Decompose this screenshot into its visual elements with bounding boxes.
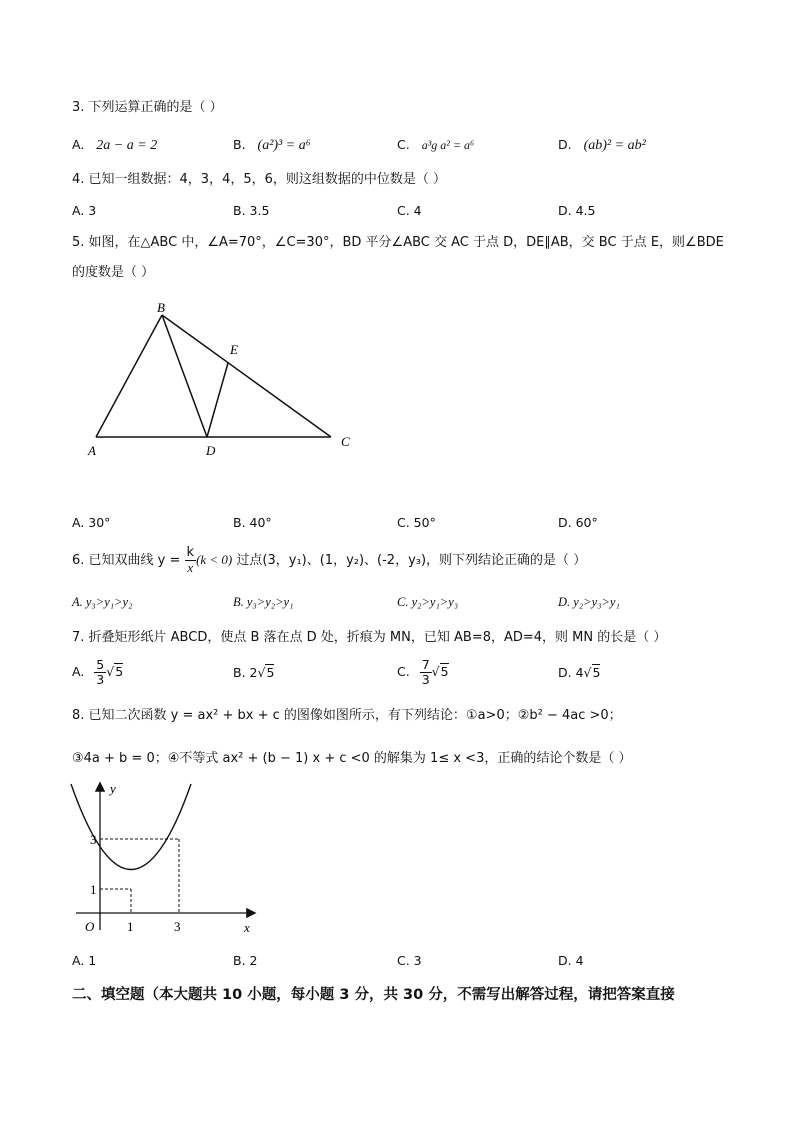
q4-stem: 4. 已知一组数据：4，3，4，5，6，则这组数据的中位数是（ ） (72, 172, 447, 187)
q8-option-a[interactable]: A. 1 (72, 953, 97, 968)
tick-y-1: 1 (90, 882, 97, 897)
segment-de (207, 363, 228, 437)
q5-option-a[interactable]: A. 30° (72, 515, 111, 530)
parabola-graph (66, 780, 266, 940)
q5-stem-line1: 5. 如图，在△ABC 中，∠A=70°，∠C=30°，BD 平分∠ABC 交 AC 于点 D，DE∥AB，交 BC 于点 E，则∠BDE (72, 235, 724, 250)
triangle-figure (80, 296, 370, 466)
q3-option-b[interactable]: B. (a²)³ = a⁶ (233, 137, 311, 153)
q6-option-c[interactable]: C. y₂>y₁>y₃ (397, 595, 459, 609)
q4-option-b[interactable]: B. 3.5 (233, 203, 270, 218)
q3-option-d-text: (ab)² = ab² (583, 138, 646, 153)
q5-option-d[interactable]: D. 60° (558, 515, 598, 530)
q5-option-c[interactable]: C. 50° (397, 515, 436, 530)
q7-stem: 7. 折叠矩形纸片 ABCD，使点 B 落在点 D 处，折痕为 MN，已知 AB=8，AD=4，则 MN 的长是（ ） (72, 630, 667, 645)
q3-option-c-text: a³g a² = a⁶ (421, 138, 475, 152)
label-x-axis: x (244, 920, 250, 935)
label-origin: O (85, 919, 95, 934)
q6-option-b[interactable]: B. y₃>y₂>y₁ (233, 595, 294, 609)
side-bc (162, 315, 331, 437)
q3-stem: 3. 下列运算正确的是（ ） (72, 100, 223, 115)
q3-option-d[interactable]: D. (ab)² = ab² (558, 137, 646, 153)
q4-option-c[interactable]: C. 4 (397, 203, 422, 218)
label-b: B (157, 300, 165, 315)
q4-option-a[interactable]: A. 3 (72, 203, 97, 218)
label-a: A (88, 443, 96, 458)
parabola-curve (71, 784, 191, 870)
q3-option-b-text: (a²)³ = a⁶ (257, 138, 311, 153)
q8-option-b[interactable]: B. 2 (233, 953, 258, 968)
q7-option-a[interactable]: A. $\frac{5}{3}$ √5 (72, 657, 124, 687)
section-2-heading: 二、填空题（本大题共 10 小题，每小题 3 分，共 30 分，不需写出解答过程，请把答案直接 (72, 987, 675, 1003)
q8-stem-line1: 8. 已知二次函数 y = ax² + bx + c 的图像如图所示，有下列结论：①a>0；②b² − 4ac >0； (72, 708, 622, 723)
q7-option-c[interactable]: C. $\frac{7}{3}$ √5 (397, 657, 449, 687)
q8-option-d[interactable]: D. 4 (558, 953, 584, 968)
label-y-axis: y (110, 781, 116, 796)
q6-fraction: $\frac{k}{x}$ (186, 545, 195, 575)
side-ab (96, 315, 162, 437)
q5-stem-line2: 的度数是（ ） (72, 265, 155, 280)
label-c: C (341, 434, 350, 449)
q3-option-c[interactable]: C. a³g a² = a⁶ (397, 137, 475, 152)
label-d: D (206, 443, 216, 458)
q6-option-a[interactable]: A. y₃>y₁>y₂ (72, 595, 133, 609)
tick-x-1: 1 (127, 919, 134, 934)
q5-option-b[interactable]: B. 40° (233, 515, 272, 530)
q8-option-c[interactable]: C. 3 (397, 953, 422, 968)
tick-x-3: 3 (174, 919, 181, 934)
q7-option-b[interactable]: B. 2√5 (233, 665, 275, 680)
q4-option-d[interactable]: D. 4.5 (558, 203, 596, 218)
q8-stem-line2: ③4a + b = 0；④不等式 ax² + (b − 1) x + c <0 的解集为 1≤ x <3，正确的结论个数是（ ） (72, 751, 632, 766)
q3-option-a[interactable]: A. 2a − a = 2 (72, 137, 158, 153)
tick-y-3: 3 (90, 832, 97, 847)
label-e: E (230, 342, 238, 357)
q7-option-d[interactable]: D. 4√5 (558, 665, 601, 680)
q3-option-a-text: 2a − a = 2 (96, 138, 158, 153)
q6-option-d[interactable]: D. y₂>y₃>y₁ (558, 595, 620, 609)
segment-bd (162, 315, 207, 437)
q6-stem: 6. 已知双曲线 y = $\frac{k}{x}$ (k < 0) 过点(3，y₁)、(1，y₂)、(-2，y₃)，则下列结论正确的是（ ） (72, 545, 587, 575)
